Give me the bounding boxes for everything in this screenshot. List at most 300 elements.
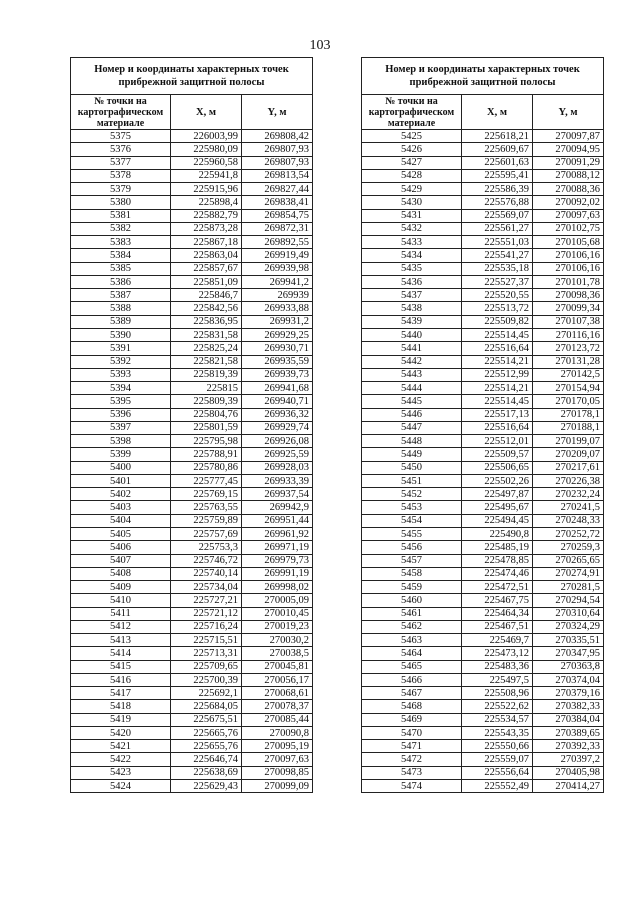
y-coordinate-cell: 270088,36 (533, 183, 604, 196)
x-coordinate-cell: 225980,09 (171, 143, 242, 156)
x-coordinate-cell: 225586,39 (462, 183, 533, 196)
point-number-cell: 5434 (362, 249, 462, 262)
y-coordinate-cell: 269991,19 (242, 567, 313, 580)
y-coordinate-cell: 270131,28 (533, 355, 604, 368)
table-row (71, 289, 313, 302)
table-row (71, 302, 313, 315)
table-row (362, 753, 604, 766)
point-number-cell: 5409 (71, 581, 171, 594)
x-coordinate-cell: 225517,13 (462, 408, 533, 421)
table-row (71, 501, 313, 514)
table-row (362, 130, 604, 143)
x-coordinate-cell: 225551,03 (462, 236, 533, 249)
column-header-point: № точки на картографическом материале (362, 95, 462, 130)
y-coordinate-cell: 269941,68 (242, 382, 313, 395)
y-coordinate-cell: 270090,8 (242, 726, 313, 739)
y-coordinate-cell: 270095,19 (242, 740, 313, 753)
table-row (362, 262, 604, 275)
x-coordinate-cell: 225753,3 (171, 541, 242, 554)
table-row (362, 143, 604, 156)
point-number-cell: 5383 (71, 236, 171, 249)
y-coordinate-cell: 270199,07 (533, 435, 604, 448)
table-row (362, 740, 604, 753)
y-coordinate-cell: 270363,8 (533, 660, 604, 673)
table-row (362, 687, 604, 700)
table-row (362, 541, 604, 554)
table-row (362, 222, 604, 235)
x-coordinate-cell: 225513,72 (462, 302, 533, 315)
table-row (362, 395, 604, 408)
table-row (71, 143, 313, 156)
table-row (362, 554, 604, 567)
x-coordinate-cell: 225512,01 (462, 435, 533, 448)
y-coordinate-cell: 270116,16 (533, 328, 604, 341)
point-number-cell: 5435 (362, 262, 462, 275)
x-coordinate-cell: 225561,27 (462, 222, 533, 235)
table-row (71, 169, 313, 182)
y-coordinate-cell: 270030,2 (242, 634, 313, 647)
point-number-cell: 5379 (71, 183, 171, 196)
y-coordinate-cell: 269940,71 (242, 395, 313, 408)
y-coordinate-cell: 269961,92 (242, 527, 313, 540)
table-row (362, 275, 604, 288)
x-coordinate-cell: 225638,69 (171, 766, 242, 779)
y-coordinate-cell: 270097,87 (533, 130, 604, 143)
y-coordinate-cell: 269933,39 (242, 474, 313, 487)
y-coordinate-cell: 269937,54 (242, 488, 313, 501)
point-number-cell: 5397 (71, 421, 171, 434)
point-number-cell: 5415 (71, 660, 171, 673)
point-number-cell: 5377 (71, 156, 171, 169)
y-coordinate-cell: 270274,91 (533, 567, 604, 580)
y-coordinate-cell: 270259,3 (533, 541, 604, 554)
x-coordinate-cell: 225831,58 (171, 328, 242, 341)
y-coordinate-cell: 269936,32 (242, 408, 313, 421)
y-coordinate-cell: 270392,33 (533, 740, 604, 753)
x-coordinate-cell: 225469,7 (462, 634, 533, 647)
table-row (71, 780, 313, 793)
point-number-cell: 5413 (71, 634, 171, 647)
table-row (71, 130, 313, 143)
y-coordinate-cell: 270265,65 (533, 554, 604, 567)
x-coordinate-cell: 225514,21 (462, 382, 533, 395)
y-coordinate-cell: 270106,16 (533, 249, 604, 262)
x-coordinate-cell: 225497,87 (462, 488, 533, 501)
table-row (71, 222, 313, 235)
point-number-cell: 5380 (71, 196, 171, 209)
table-row (362, 408, 604, 421)
y-coordinate-cell: 269808,42 (242, 130, 313, 143)
y-coordinate-cell: 270091,29 (533, 156, 604, 169)
y-coordinate-cell: 270232,24 (533, 488, 604, 501)
y-coordinate-cell: 269939,98 (242, 262, 313, 275)
point-number-cell: 5446 (362, 408, 462, 421)
x-coordinate-cell: 225763,55 (171, 501, 242, 514)
y-coordinate-cell: 270019,23 (242, 620, 313, 633)
point-number-cell: 5443 (362, 368, 462, 381)
table-row (71, 368, 313, 381)
point-number-cell: 5407 (71, 554, 171, 567)
table-row (71, 594, 313, 607)
y-coordinate-cell: 269935,59 (242, 355, 313, 368)
point-number-cell: 5453 (362, 501, 462, 514)
y-coordinate-cell: 270397,2 (533, 753, 604, 766)
x-coordinate-cell: 225788,91 (171, 448, 242, 461)
x-coordinate-cell: 225646,74 (171, 753, 242, 766)
y-coordinate-cell: 270005,09 (242, 594, 313, 607)
point-number-cell: 5401 (71, 474, 171, 487)
x-coordinate-cell: 225541,27 (462, 249, 533, 262)
point-number-cell: 5421 (71, 740, 171, 753)
table-row (362, 289, 604, 302)
point-number-cell: 5412 (71, 620, 171, 633)
x-coordinate-cell: 225713,31 (171, 647, 242, 660)
x-coordinate-cell: 225851,09 (171, 275, 242, 288)
point-number-cell: 5473 (362, 766, 462, 779)
y-coordinate-cell: 269931,2 (242, 315, 313, 328)
x-coordinate-cell: 225527,37 (462, 275, 533, 288)
point-number-cell: 5456 (362, 541, 462, 554)
y-coordinate-cell: 269925,59 (242, 448, 313, 461)
table-row (71, 421, 313, 434)
column-header-y: Y, м (242, 95, 313, 130)
point-number-cell: 5454 (362, 514, 462, 527)
point-number-cell: 5378 (71, 169, 171, 182)
point-number-cell: 5417 (71, 687, 171, 700)
column-header-y: Y, м (533, 95, 604, 130)
table-row (362, 421, 604, 434)
x-coordinate-cell: 225915,96 (171, 183, 242, 196)
table-row (362, 501, 604, 514)
x-coordinate-cell: 225497,5 (462, 673, 533, 686)
point-number-cell: 5427 (362, 156, 462, 169)
y-coordinate-cell: 270088,12 (533, 169, 604, 182)
x-coordinate-cell: 225804,76 (171, 408, 242, 421)
y-coordinate-cell: 270078,37 (242, 700, 313, 713)
table-row (71, 275, 313, 288)
table-row (71, 328, 313, 341)
y-coordinate-cell: 269827,44 (242, 183, 313, 196)
point-number-cell: 5419 (71, 713, 171, 726)
x-coordinate-cell: 225483,36 (462, 660, 533, 673)
x-coordinate-cell: 225655,76 (171, 740, 242, 753)
point-number-cell: 5471 (362, 740, 462, 753)
y-coordinate-cell: 270226,38 (533, 474, 604, 487)
y-coordinate-cell: 270099,34 (533, 302, 604, 315)
table-row (71, 488, 313, 501)
x-coordinate-cell: 225715,51 (171, 634, 242, 647)
point-number-cell: 5381 (71, 209, 171, 222)
table-row (71, 262, 313, 275)
y-coordinate-cell: 270188,1 (533, 421, 604, 434)
table-row (71, 567, 313, 580)
point-number-cell: 5392 (71, 355, 171, 368)
point-number-cell: 5447 (362, 421, 462, 434)
point-number-cell: 5425 (362, 130, 462, 143)
y-coordinate-cell: 270384,04 (533, 713, 604, 726)
y-coordinate-cell: 270347,95 (533, 647, 604, 660)
table-body (71, 130, 313, 793)
y-coordinate-cell: 270097,63 (242, 753, 313, 766)
table-row (71, 726, 313, 739)
y-coordinate-cell: 269919,49 (242, 249, 313, 262)
table-row (362, 713, 604, 726)
table-row (71, 634, 313, 647)
point-number-cell: 5422 (71, 753, 171, 766)
point-number-cell: 5469 (362, 713, 462, 726)
x-coordinate-cell: 225474,46 (462, 567, 533, 580)
x-coordinate-cell: 225495,67 (462, 501, 533, 514)
y-coordinate-cell: 269933,88 (242, 302, 313, 315)
point-number-cell: 5389 (71, 315, 171, 328)
table-row (71, 753, 313, 766)
x-coordinate-cell: 225464,34 (462, 607, 533, 620)
y-coordinate-cell: 269979,73 (242, 554, 313, 567)
y-coordinate-cell: 270106,16 (533, 262, 604, 275)
x-coordinate-cell: 225522,62 (462, 700, 533, 713)
point-number-cell: 5390 (71, 328, 171, 341)
table-row (362, 634, 604, 647)
point-number-cell: 5460 (362, 594, 462, 607)
point-number-cell: 5432 (362, 222, 462, 235)
table-row (362, 209, 604, 222)
point-number-cell: 5416 (71, 673, 171, 686)
table-row (71, 740, 313, 753)
x-coordinate-cell: 225478,85 (462, 554, 533, 567)
point-number-cell: 5441 (362, 342, 462, 355)
x-coordinate-cell: 225556,64 (462, 766, 533, 779)
table-row (362, 474, 604, 487)
y-coordinate-cell: 270010,45 (242, 607, 313, 620)
table-row (362, 368, 604, 381)
x-coordinate-cell: 225780,86 (171, 461, 242, 474)
y-coordinate-cell: 270102,75 (533, 222, 604, 235)
x-coordinate-cell: 225825,24 (171, 342, 242, 355)
point-number-cell: 5433 (362, 236, 462, 249)
table-row (362, 527, 604, 540)
x-coordinate-cell: 225863,04 (171, 249, 242, 262)
x-coordinate-cell: 225534,57 (462, 713, 533, 726)
y-coordinate-cell: 270324,29 (533, 620, 604, 633)
point-number-cell: 5455 (362, 527, 462, 540)
y-coordinate-cell: 270382,33 (533, 700, 604, 713)
x-coordinate-cell: 225472,51 (462, 581, 533, 594)
point-number-cell: 5461 (362, 607, 462, 620)
point-number-cell: 5376 (71, 143, 171, 156)
y-coordinate-cell: 270056,17 (242, 673, 313, 686)
table-row (71, 554, 313, 567)
y-coordinate-cell: 269813,54 (242, 169, 313, 182)
x-coordinate-cell: 225809,39 (171, 395, 242, 408)
x-coordinate-cell: 225550,66 (462, 740, 533, 753)
table-row (362, 581, 604, 594)
point-number-cell: 5465 (362, 660, 462, 673)
table-row (362, 156, 604, 169)
table-row (71, 514, 313, 527)
point-number-cell: 5442 (362, 355, 462, 368)
point-number-cell: 5444 (362, 382, 462, 395)
y-coordinate-cell: 270248,33 (533, 514, 604, 527)
y-coordinate-cell: 269807,93 (242, 143, 313, 156)
y-coordinate-cell: 270154,94 (533, 382, 604, 395)
y-coordinate-cell: 270170,05 (533, 395, 604, 408)
y-coordinate-cell: 270097,63 (533, 209, 604, 222)
y-coordinate-cell: 270281,5 (533, 581, 604, 594)
y-coordinate-cell: 269872,31 (242, 222, 313, 235)
x-coordinate-cell: 225757,69 (171, 527, 242, 540)
table-row (362, 236, 604, 249)
y-coordinate-cell: 269929,25 (242, 328, 313, 341)
table-row (71, 435, 313, 448)
y-coordinate-cell: 270379,16 (533, 687, 604, 700)
point-number-cell: 5426 (362, 143, 462, 156)
table-row (71, 766, 313, 779)
y-coordinate-cell: 269930,71 (242, 342, 313, 355)
table-row (362, 673, 604, 686)
coordinates-table-right (361, 57, 604, 793)
x-coordinate-cell: 225867,18 (171, 236, 242, 249)
table-row (71, 620, 313, 633)
y-coordinate-cell: 269941,2 (242, 275, 313, 288)
y-coordinate-cell: 269971,19 (242, 541, 313, 554)
x-coordinate-cell: 225873,28 (171, 222, 242, 235)
table-row (71, 713, 313, 726)
point-number-cell: 5405 (71, 527, 171, 540)
table-row (71, 209, 313, 222)
table-row (362, 382, 604, 395)
table-row (362, 514, 604, 527)
x-coordinate-cell: 225509,82 (462, 315, 533, 328)
point-number-cell: 5430 (362, 196, 462, 209)
point-number-cell: 5396 (71, 408, 171, 421)
y-coordinate-cell: 270105,68 (533, 236, 604, 249)
point-number-cell: 5457 (362, 554, 462, 567)
x-coordinate-cell: 225595,41 (462, 169, 533, 182)
y-coordinate-cell: 270098,85 (242, 766, 313, 779)
x-coordinate-cell: 225746,72 (171, 554, 242, 567)
x-coordinate-cell: 225801,59 (171, 421, 242, 434)
x-coordinate-cell: 225795,98 (171, 435, 242, 448)
table-row (71, 196, 313, 209)
table-row (362, 249, 604, 262)
x-coordinate-cell: 225727,21 (171, 594, 242, 607)
x-coordinate-cell: 225467,51 (462, 620, 533, 633)
table-row (362, 448, 604, 461)
x-coordinate-cell: 225516,64 (462, 342, 533, 355)
table-body (362, 130, 604, 793)
point-number-cell: 5375 (71, 130, 171, 143)
table-row (71, 183, 313, 196)
table-row (71, 448, 313, 461)
x-coordinate-cell: 225665,76 (171, 726, 242, 739)
x-coordinate-cell: 225618,21 (462, 130, 533, 143)
x-coordinate-cell: 225692,1 (171, 687, 242, 700)
table-row (362, 766, 604, 779)
y-coordinate-cell: 270092,02 (533, 196, 604, 209)
point-number-cell: 5472 (362, 753, 462, 766)
table-row (71, 408, 313, 421)
x-coordinate-cell: 225514,45 (462, 395, 533, 408)
x-coordinate-cell: 225609,67 (462, 143, 533, 156)
x-coordinate-cell: 225700,39 (171, 673, 242, 686)
point-number-cell: 5452 (362, 488, 462, 501)
x-coordinate-cell: 225941,8 (171, 169, 242, 182)
y-coordinate-cell: 270414,27 (533, 780, 604, 793)
x-coordinate-cell: 225569,07 (462, 209, 533, 222)
point-number-cell: 5462 (362, 620, 462, 633)
point-number-cell: 5438 (362, 302, 462, 315)
column-header-point: № точки на картографическом материале (71, 95, 171, 130)
x-coordinate-cell: 225759,89 (171, 514, 242, 527)
table-row (71, 700, 313, 713)
x-coordinate-cell: 225502,26 (462, 474, 533, 487)
point-number-cell: 5470 (362, 726, 462, 739)
x-coordinate-cell: 225490,8 (462, 527, 533, 540)
point-number-cell: 5467 (362, 687, 462, 700)
point-number-cell: 5414 (71, 647, 171, 660)
y-coordinate-cell: 270335,51 (533, 634, 604, 647)
x-coordinate-cell: 225684,05 (171, 700, 242, 713)
y-coordinate-cell: 270209,07 (533, 448, 604, 461)
y-coordinate-cell: 270045,81 (242, 660, 313, 673)
table-row (362, 355, 604, 368)
point-number-cell: 5439 (362, 315, 462, 328)
y-coordinate-cell: 269929,74 (242, 421, 313, 434)
point-number-cell: 5418 (71, 700, 171, 713)
x-coordinate-cell: 225734,04 (171, 581, 242, 594)
x-coordinate-cell: 225559,07 (462, 753, 533, 766)
x-coordinate-cell: 225675,51 (171, 713, 242, 726)
table-row (362, 302, 604, 315)
point-number-cell: 5450 (362, 461, 462, 474)
y-coordinate-cell: 269951,44 (242, 514, 313, 527)
point-number-cell: 5406 (71, 541, 171, 554)
x-coordinate-cell: 225769,15 (171, 488, 242, 501)
x-coordinate-cell: 225514,45 (462, 328, 533, 341)
table-row (362, 594, 604, 607)
point-number-cell: 5449 (362, 448, 462, 461)
table-row (71, 156, 313, 169)
y-coordinate-cell: 269926,08 (242, 435, 313, 448)
point-number-cell: 5429 (362, 183, 462, 196)
column-header-x: X, м (462, 95, 533, 130)
table-row (71, 236, 313, 249)
table-row (71, 541, 313, 554)
table-row (362, 620, 604, 633)
point-number-cell: 5464 (362, 647, 462, 660)
table-row (71, 355, 313, 368)
point-number-cell: 5428 (362, 169, 462, 182)
table-title: Номер и координаты характерных точек прибрежной защитной полосы (71, 58, 313, 95)
y-coordinate-cell: 270252,72 (533, 527, 604, 540)
table-row (71, 315, 313, 328)
table-row (362, 196, 604, 209)
y-coordinate-cell: 270178,1 (533, 408, 604, 421)
point-number-cell: 5387 (71, 289, 171, 302)
table-row (362, 461, 604, 474)
table-row (71, 647, 313, 660)
point-number-cell: 5408 (71, 567, 171, 580)
x-coordinate-cell: 225629,43 (171, 780, 242, 793)
point-number-cell: 5474 (362, 780, 462, 793)
x-coordinate-cell: 225601,63 (462, 156, 533, 169)
x-coordinate-cell: 225821,58 (171, 355, 242, 368)
y-coordinate-cell: 269807,93 (242, 156, 313, 169)
point-number-cell: 5437 (362, 289, 462, 302)
table-row (71, 461, 313, 474)
point-number-cell: 5385 (71, 262, 171, 275)
point-number-cell: 5402 (71, 488, 171, 501)
